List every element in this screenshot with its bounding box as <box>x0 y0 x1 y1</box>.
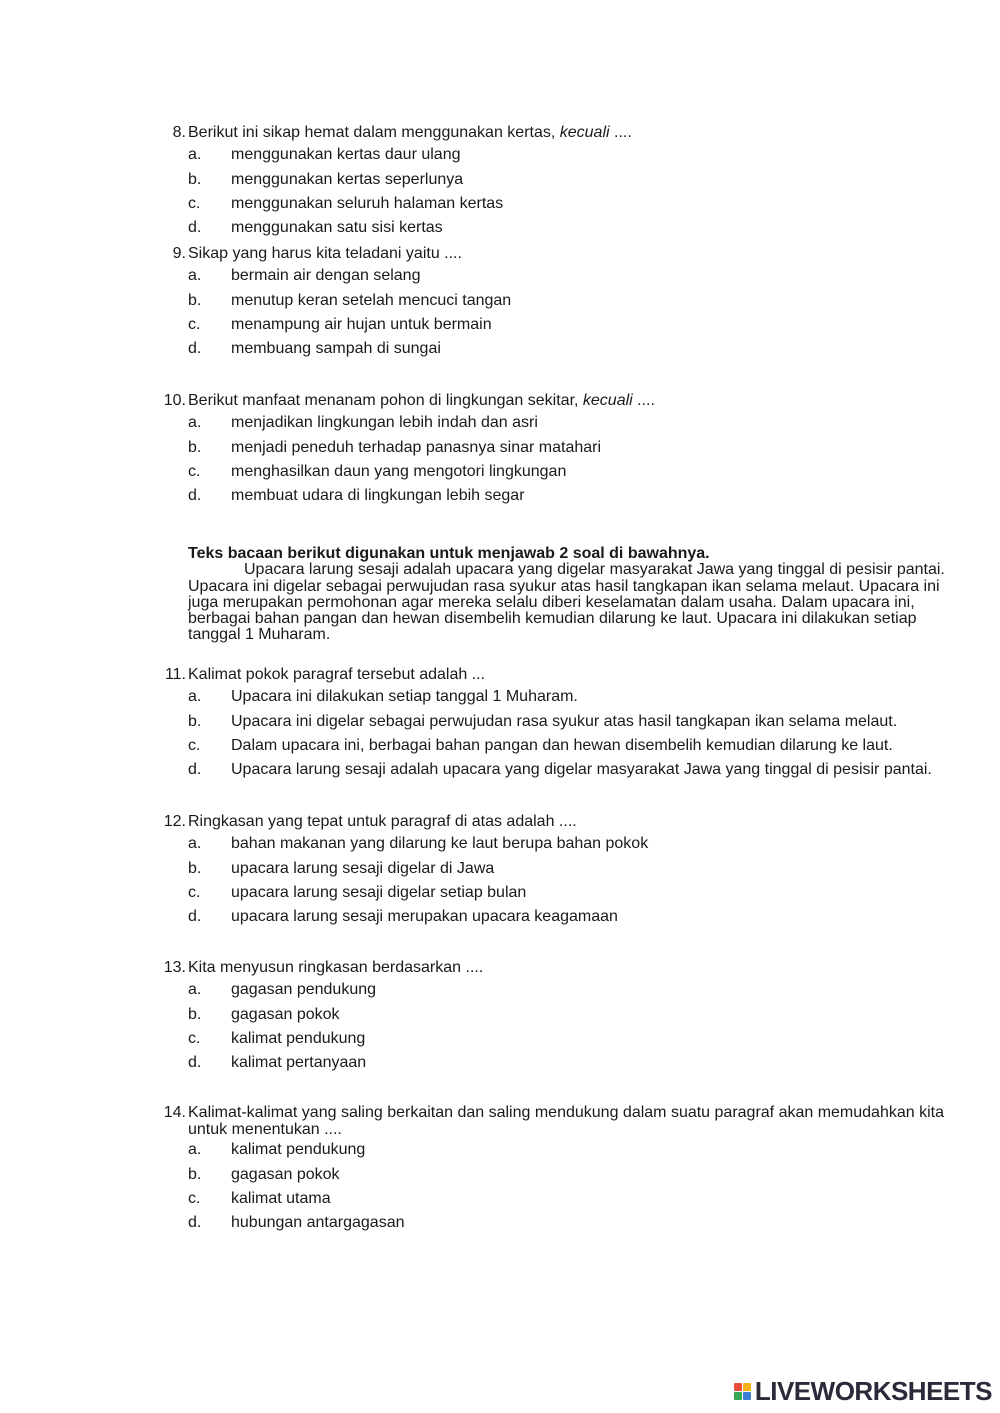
logo-square <box>734 1392 742 1400</box>
option-d[interactable]: d. hubungan antargagasan <box>188 1214 405 1232</box>
option-d[interactable]: d. Upacara larung sesaji adalah upacara yang digelar masyarakat Jawa yang tinggal di pesisir pantai. <box>188 761 932 779</box>
option-d[interactable]: d. upacara larung sesaji merupakan upacara keagamaan <box>188 908 618 926</box>
question-number: 14. <box>163 1104 186 1121</box>
question-text: Berikut manfaat menanam pohon di lingkungan sekitar, kecuali .... <box>188 392 655 409</box>
logo-square <box>734 1383 742 1391</box>
option-a[interactable]: a. menjadikan lingkungan lebih indah dan asri <box>188 414 538 432</box>
option-a[interactable]: a. bahan makanan yang dilarung ke laut berupa bahan pokok <box>188 835 649 853</box>
option-c[interactable]: c. menghasilkan daun yang mengotori lingkungan <box>188 462 567 480</box>
passage-heading: Teks bacaan berikut digunakan untuk menjawab 2 soal di bawahnya. <box>188 545 710 562</box>
liveworksheets-logo-icon <box>734 1383 751 1400</box>
question-text: Kita menyusun ringkasan berdasarkan .... <box>188 959 484 976</box>
question-text: Berikut ini sikap hemat dalam menggunakan kertas, kecuali .... <box>188 124 632 141</box>
question-number: 12. <box>163 813 186 830</box>
question-11 <box>150 665 980 783</box>
question-text: Kalimat pokok paragraf tersebut adalah ... <box>188 666 486 683</box>
question-13 <box>150 958 980 1076</box>
option-c[interactable]: c. upacara larung sesaji digelar setiap bulan <box>188 883 527 901</box>
option-c[interactable]: c. kalimat pendukung <box>188 1029 366 1047</box>
option-b[interactable]: b. gagasan pokok <box>188 1165 340 1183</box>
option-d[interactable]: d. menggunakan satu sisi kertas <box>188 219 443 237</box>
reading-passage <box>188 546 968 644</box>
question-9 <box>150 244 980 362</box>
question-14 <box>150 1104 980 1236</box>
option-b[interactable]: b. gagasan pokok <box>188 1005 340 1023</box>
option-a[interactable]: a. bermain air dengan selang <box>188 267 421 285</box>
question-10 <box>150 391 980 509</box>
logo-square <box>743 1383 751 1391</box>
option-a[interactable]: a. kalimat pendukung <box>188 1141 366 1159</box>
logo-square <box>743 1392 751 1400</box>
option-c[interactable]: c. kalimat utama <box>188 1189 331 1207</box>
liveworksheets-logo[interactable] <box>734 1376 992 1407</box>
option-a[interactable]: a. Upacara ini dilakukan setiap tanggal 1 Muharam. <box>188 688 578 706</box>
question-text: Ringkasan yang tepat untuk paragraf di atas adalah .... <box>188 813 577 830</box>
question-number: 10. <box>163 392 186 409</box>
option-d[interactable]: d. membuat udara di lingkungan lebih segar <box>188 487 525 505</box>
option-c[interactable]: c. menggunakan seluruh halaman kertas <box>188 194 504 212</box>
question-number: 9. <box>172 245 186 262</box>
question-text: Kalimat-kalimat yang saling berkaitan dan saling mendukung dalam suatu paragraf akan memudahkan kita untuk menentukan .... <box>188 1104 949 1138</box>
question-number: 8. <box>172 124 186 141</box>
option-c[interactable]: c. menampung air hujan untuk bermain <box>188 315 492 333</box>
option-d[interactable]: d. membuang sampah di sungai <box>188 340 441 358</box>
question-12 <box>150 812 980 930</box>
logo-text: LIVEWORKSHEETS <box>754 1376 992 1406</box>
option-a[interactable]: a. gagasan pendukung <box>188 981 377 999</box>
option-c[interactable]: c. Dalam upacara ini, berbagai bahan pangan dan hewan disembelih kemudian dilarung ke laut. <box>188 736 893 754</box>
option-a[interactable]: a. menggunakan kertas daur ulang <box>188 146 461 164</box>
option-b[interactable]: b. upacara larung sesaji digelar di Jawa <box>188 859 495 877</box>
question-number: 11. <box>164 666 186 683</box>
question-text: Sikap yang harus kita teladani yaitu .... <box>188 245 462 262</box>
passage-body: Upacara larung sesaji adalah upacara yang digelar masyarakat Jawa yang tinggal di pesisir pantai. Upacara ini digelar sebagai perwujudan rasa syukur atas hasil tangkapan ikan selama melaut. Upacara ini juga merupakan permohonan agar mereka selalu diberi keselamatan dalam usaha. Dalam upacara ini, berbagai bahan pangan dan hewan disembelih kemudian dilarung ke laut. Upacara ini dilakukan setiap tanggal 1 Muharam. <box>188 561 945 644</box>
option-d[interactable]: d. kalimat pertanyaan <box>188 1054 367 1072</box>
option-b[interactable]: b. Upacara ini digelar sebagai perwujudan rasa syukur atas hasil tangkapan ikan selama melaut. <box>188 712 898 730</box>
question-number: 13. <box>163 959 186 976</box>
option-b[interactable]: b. menggunakan kertas seperlunya <box>188 170 464 188</box>
question-8 <box>150 123 980 241</box>
option-b[interactable]: b. menjadi peneduh terhadap panasnya sinar matahari <box>188 438 602 456</box>
option-b[interactable]: b. menutup keran setelah mencuci tangan <box>188 291 512 309</box>
